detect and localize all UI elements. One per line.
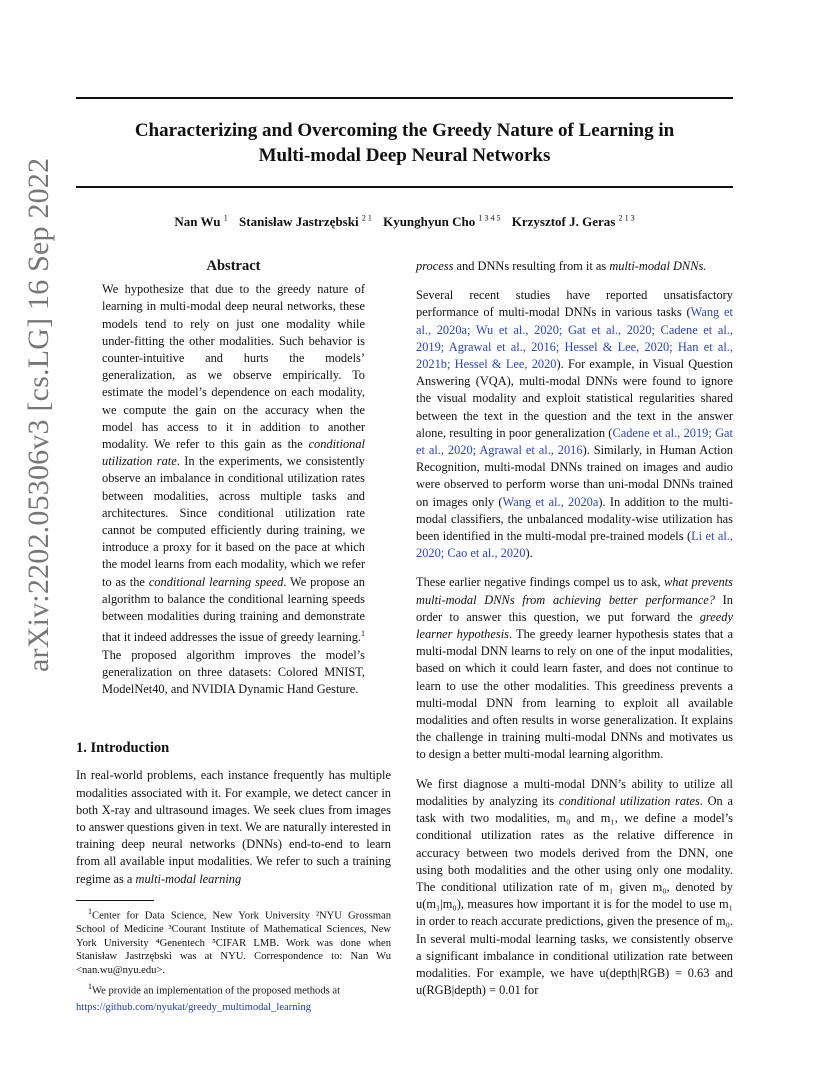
author: Krzysztof J. Geras $^{2 1 3}$ xyxy=(511,214,635,230)
right-column xyxy=(416,258,733,1011)
footnote-code: $^1$We provide an implementation of the proposed methods at xyxy=(88,982,341,997)
title-rule-top xyxy=(76,97,733,99)
section-heading-introduction: 1. Introduction xyxy=(76,740,170,757)
intro-paragraph: Several recent studies have reported unsatisfactory performance of multi-modal DNNs in various tasks (Wang et al., 2020a; Wu et al., 2020; Gat et al., 2020; Cadene et al., 2019; Agrawal et al., 2016; Hessel & Lee, 2020; Han et al., 2021b; Hessel & Lee, 2020). For example, in Visual Question Answering (VQA), multi-modal DNNs were found to ignore the visual modality and exploit statistical regularities shared between the text in the question and the text in the answer alone, resulting in poor generalization (Cadene et al., 2019; Gat et al., 2020; Agrawal et al., 2016). Similarly, in Human Action Recognition, multi-modal DNNs trained on images and audio were observed to perform worse than uni-modal DNNs trained on images only (Wang et al., 2020a). In addition to the multi-modal classifiers, the unbalanced modality-wise utilization has been identified in the multi-modal pre-trained models (Li et al., 2020; Cao et al., 2020). xyxy=(416,288,733,561)
author: Kyunghyun Cho $^{1 3 4 5}$ xyxy=(383,214,501,230)
citation-link[interactable]: Wang et al., 2020a xyxy=(502,494,599,509)
code-link[interactable]: https://github.com/nyukat/greedy_multimodal_learning xyxy=(76,1002,312,1014)
author-list xyxy=(76,214,733,230)
citation-link[interactable]: Wang et al., 2020a; Wu et al., 2020; Gat et al., 2020; Cadene et al., 2019; Agrawal et al., 2016; Hessel & Lee, 2020; Han et al., 2021b; Hessel & Lee, 2020 xyxy=(416,305,733,372)
title-line-2: Multi-modal Deep Neural Networks xyxy=(258,145,551,166)
abstract-heading: Abstract xyxy=(206,258,261,274)
paper-title xyxy=(76,118,733,168)
author: Nan Wu $^1$ xyxy=(174,214,228,230)
footnote-rule xyxy=(76,900,154,901)
title-line-1: Characterizing and Overcoming the Greedy Nature of Learning in xyxy=(134,120,675,141)
intro-paragraph-continued: process and DNNs resulting from it as multi-modal DNNs. xyxy=(416,259,707,273)
intro-paragraph: In real-world problems, each instance frequently has multiple modalities associated with it. For example, we detect cancer in both X-ray and ultrasound images. We seek clues from images to answer questions given in text. We are naturally interested in training deep neural networks (DNNs) end-to-end to learn from all available input modalities. We refer to such a training regime as a multi-modal learning xyxy=(76,768,391,886)
footnote-affiliations: $^1$Center for Data Science, New York University ²NYU Grossman School of Medicine ³Courant Institute of Mathematical Sciences, New York University ⁴Genentech ⁵CIFAR LMB. Work was done when Stanisław Jastrzębski was at NYU. Correspondence to: Nan Wu <nan.wu@nyu.edu>. xyxy=(76,906,391,976)
title-rule-bottom xyxy=(76,186,733,188)
citation-link[interactable]: Cadene et al., 2019; Gat et al., 2020; Agrawal et al., 2016 xyxy=(416,425,733,458)
abstract-body: We hypothesize that due to the greedy nature of learning in multi-modal deep neural networks, these models tend to rely on just one modality while under-fitting the other modalities. Such behavior is counter-intuitive and hurts the models’ generalization, as we observe empirically. To estimate the model’s dependence on each modality, we compute the gain on the accuracy when the model has access to it in addition to another modality. We refer to this gain as the conditional utilization rate. In the experiments, we consistently observe an imbalance in conditional utilization rates between modalities, across multiple tasks and architectures. Since conditional utilization rate cannot be computed efficiently during training, we introduce a proxy for it based on the pace at which the model learns from each modality, which we refer to as the conditional learning speed. We propose an algorithm to balance the conditional learning speeds between modalities during training and demonstrate that it indeed addresses the issue of greedy learning.$^1$ The proposed algorithm improves the model’s generalization on three datasets: Colored MNIST, ModelNet40, and NVIDIA Dynamic Hand Gesture. xyxy=(102,282,365,696)
arxiv-stamp: arXiv:2202.05306v3 [cs.LG] 16 Sep 2022 xyxy=(22,157,55,672)
intro-paragraph: These earlier negative findings compel us to ask, what prevents multi-modal DNNs from achieving better performance? In order to answer this question, we put forward the greedy learner hypothesis. The greedy learner hypothesis states that a multi-modal DNN learns to rely on one of the input modalities, based on which it could learn faster, and does not continue to learn to use the other modalities. This greediness prevents a multi-modal DNN from learning to exploit all available modalities and often results in worse generalization. It explains the challenge in training multi-modal DNNs and motivates us to design a better multi-modal learning algorithm. xyxy=(416,575,734,762)
left-column xyxy=(76,258,391,1015)
intro-paragraph: We first diagnose a multi-modal DNN’s ability to utilize all modalities by analyzing its conditional utilization rates. On a task with two modalities, m₀ and m₁, we define a model’s conditional utilization rates as the relative difference in accuracy between two models derived from the DNN, one using both modalities and the other using only one modality. The conditional utilization rate of m₁ given m₀, denoted by u(m₁|m₀), measures how important it is for the model to use m₁ in order to reach accurate predictions, given the presence of m₀. In several multi-modal learning tasks, we consistently observe a significant imbalance in conditional utilization rate between modalities. For example, we have u(depth|RGB) = 0.63 and u(RGB|depth) = 0.01 for xyxy=(416,776,733,998)
author: Stanisław Jastrzębski $^{2 1}$ xyxy=(239,214,372,230)
citation-link[interactable]: Li et al., 2020; Cao et al., 2020 xyxy=(416,529,733,561)
